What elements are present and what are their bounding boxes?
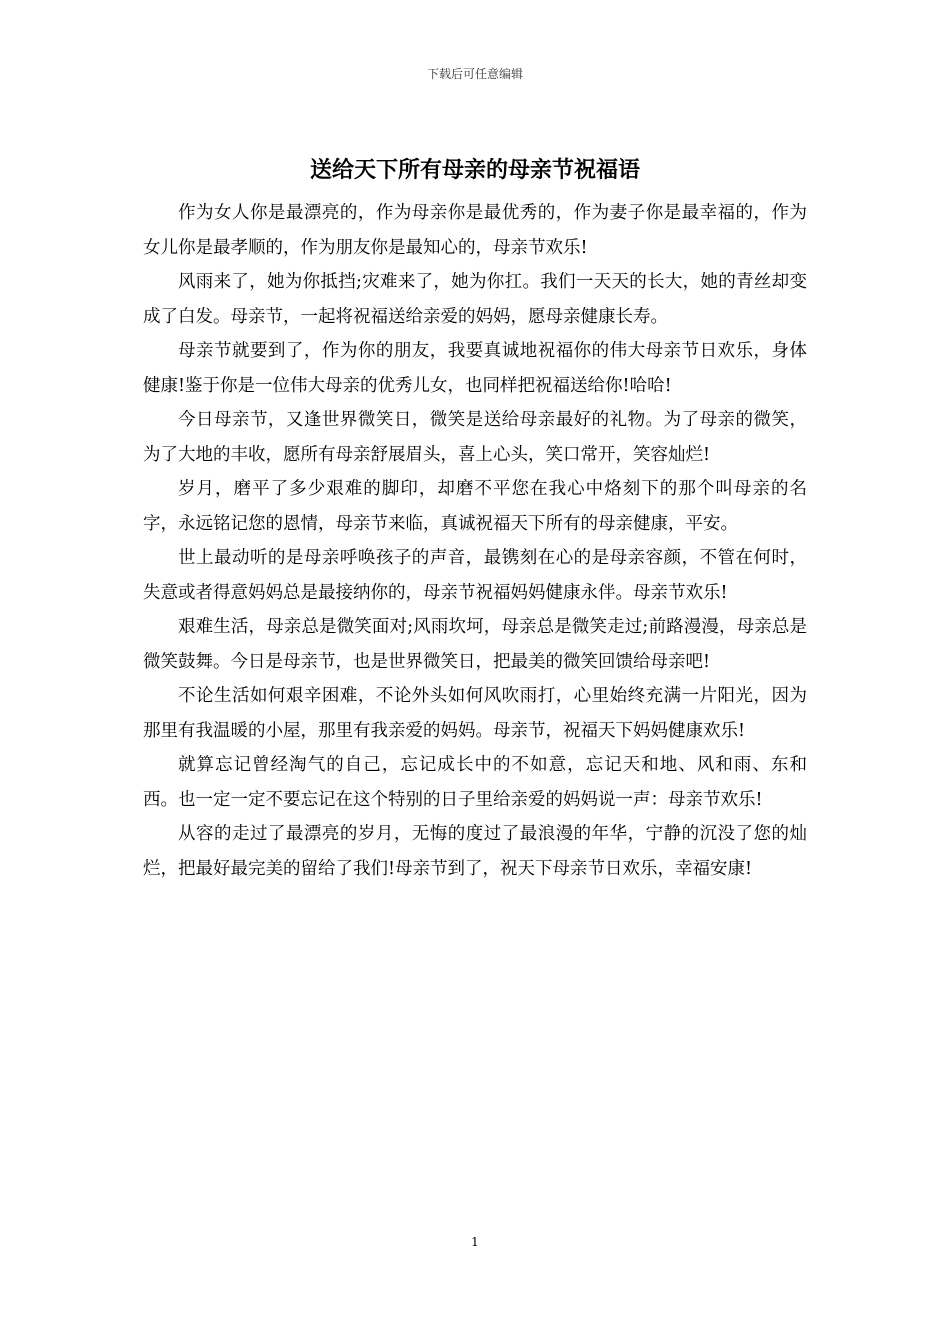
page-number: 1 <box>471 1235 479 1249</box>
paragraph: 世上最动听的是母亲呼唤孩子的声音，最镌刻在心的是母亲容颜，不管在何时，失意或者得意妈妈总是最接纳你的，母亲节祝福妈妈健康永伴。母亲节欢乐! <box>143 548 807 603</box>
paragraph: 作为女人你是最漂亮的，作为母亲你是最优秀的，作为妻子你是最幸福的，作为女儿你是最孝顺的，作为朋友你是最知心的，母亲节欢乐! <box>143 203 807 258</box>
paragraph: 岁月，磨平了多少艰难的脚印，却磨不平您在我心中烙刻下的那个叫母亲的名字，永远铭记您的恩情，母亲节来临，真诚祝福天下所有的母亲健康，平安。 <box>143 479 807 534</box>
paragraph: 不论生活如何艰辛困难，不论外头如何风吹雨打，心里始终充满一片阳光，因为那里有我温暖的小屋，那里有我亲爱的妈妈。母亲节，祝福天下妈妈健康欢乐! <box>143 686 807 741</box>
paragraph: 今日母亲节，又逢世界微笑日，微笑是送给母亲最好的礼物。为了母亲的微笑，为了大地的丰收，愿所有母亲舒展眉头，喜上心头，笑口常开，笑容灿烂! <box>143 410 807 465</box>
header-note: 下载后可任意编辑 <box>426 67 523 81</box>
paragraph: 艰难生活，母亲总是微笑面对;风雨坎坷，母亲总是微笑走过;前路漫漫，母亲总是微笑鼓舞。今日是母亲节，也是世界微笑日，把最美的微笑回馈给母亲吧! <box>143 617 807 672</box>
paragraph: 母亲节就要到了，作为你的朋友，我要真诚地祝福你的伟大母亲节日欢乐，身体健康!鉴于你是一位伟大母亲的优秀儿女，也同样把祝福送给你!哈哈! <box>143 341 807 396</box>
paragraph: 从容的走过了最漂亮的岁月，无悔的度过了最浪漫的年华，宁静的沉没了您的灿烂，把最好最完美的留给了我们!母亲节到了，祝天下母亲节日欢乐，幸福安康! <box>143 824 807 879</box>
paragraph: 风雨来了，她为你抵挡;灾难来了，她为你扛。我们一天天的长大，她的青丝却变成了白发。母亲节，一起将祝福送给亲爱的妈妈，愿母亲健康长寿。 <box>143 272 807 327</box>
document-title: 送给天下所有母亲的母亲节祝福语 <box>309 157 640 183</box>
paragraph: 就算忘记曾经淘气的自己，忘记成长中的不如意，忘记天和地、风和雨、东和西。也一定一定不要忘记在这个特别的日子里给亲爱的妈妈说一声：母亲节欢乐! <box>143 755 807 810</box>
document-body <box>143 196 807 886</box>
